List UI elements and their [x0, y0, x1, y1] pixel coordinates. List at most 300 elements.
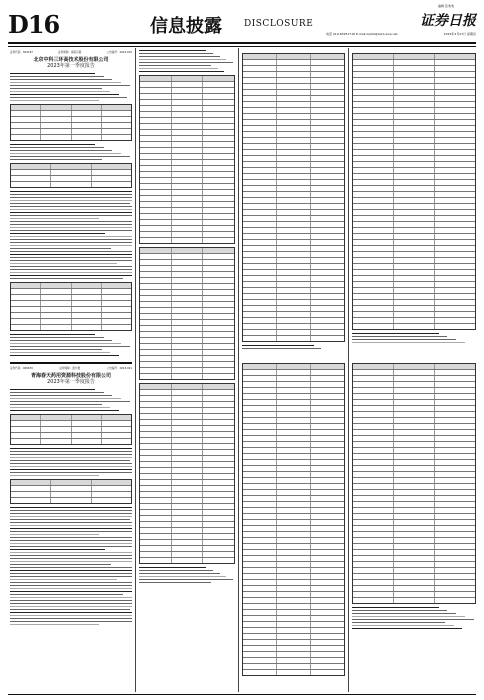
table-cell [311, 418, 344, 423]
table-cell [277, 430, 311, 435]
table-cell [353, 592, 394, 597]
table-cell [203, 350, 234, 355]
table-cell [172, 214, 204, 219]
table-cell [243, 598, 277, 603]
table-cell [311, 562, 344, 567]
table-cell [172, 498, 204, 503]
table-cell [172, 226, 204, 231]
table-cell [394, 574, 435, 579]
table-cell [203, 130, 234, 135]
table-cell [243, 180, 277, 185]
table-cell [277, 240, 311, 245]
table-cell [11, 307, 41, 312]
table-cell [243, 448, 277, 453]
table-cell [311, 508, 344, 513]
table-cell [353, 66, 394, 71]
table-cell [140, 278, 172, 283]
table-cell [353, 168, 394, 173]
data-table [242, 363, 345, 676]
table-cell [172, 142, 204, 147]
table-cell [140, 338, 172, 343]
text-line [10, 343, 121, 344]
table-cell [140, 498, 172, 503]
table-cell [353, 108, 394, 113]
table-cell [172, 528, 204, 533]
table-cell [243, 658, 277, 663]
text-line [10, 543, 132, 544]
table-cell [277, 490, 311, 495]
table-cell [435, 442, 475, 447]
column-1-lower [10, 366, 132, 692]
table-cell [203, 408, 234, 413]
table-cell [140, 208, 172, 213]
table-cell [435, 544, 475, 549]
table-cell [140, 142, 172, 147]
table-cell [203, 456, 234, 461]
table-cell [243, 478, 277, 483]
table-cell [92, 182, 131, 187]
text-line [10, 528, 132, 529]
table-cell [203, 184, 234, 189]
table-cell [203, 402, 234, 407]
table-cell [243, 520, 277, 525]
table-cell [11, 319, 41, 324]
table-cell [243, 400, 277, 405]
table-cell [172, 202, 204, 207]
table-cell [140, 522, 172, 527]
table-cell [243, 370, 277, 375]
table-cell [353, 376, 394, 381]
table-cell [311, 294, 344, 299]
table-cell [311, 472, 344, 477]
table-cell [277, 520, 311, 525]
text-line [10, 401, 130, 402]
table-cell [203, 332, 234, 337]
table-cell [311, 382, 344, 387]
table-cell [243, 216, 277, 221]
table-cell [41, 129, 71, 134]
table-cell [203, 326, 234, 331]
text-line [10, 582, 132, 583]
text-line [352, 622, 445, 623]
table-cell [311, 658, 344, 663]
text-line [10, 564, 111, 565]
table-cell [394, 568, 435, 573]
table-cell [311, 78, 344, 83]
text-line [10, 206, 132, 207]
table-cell [203, 516, 234, 521]
table-cell [394, 562, 435, 567]
financial-tables [242, 363, 345, 676]
table-cell [394, 72, 435, 77]
table-cell [243, 174, 277, 179]
table-cell [140, 368, 172, 373]
table-cell [394, 394, 435, 399]
table-cell [140, 414, 172, 419]
table-cell [243, 186, 277, 191]
table-cell [203, 82, 234, 87]
text-line [10, 156, 130, 157]
table-cell [311, 192, 344, 197]
table-cell [394, 532, 435, 537]
table-cell [72, 295, 102, 300]
table-cell [243, 138, 277, 143]
table-cell [140, 504, 172, 509]
text-line [139, 582, 211, 583]
table-cell [353, 90, 394, 95]
table-cell [435, 436, 475, 441]
table-cell [140, 196, 172, 201]
table-cell [140, 326, 172, 331]
table-cell [353, 234, 394, 239]
table-cell [243, 466, 277, 471]
text-line [10, 555, 132, 556]
table-cell [11, 123, 41, 128]
table-cell [353, 60, 394, 65]
table-cell [435, 466, 475, 471]
table-cell [172, 148, 204, 153]
table-cell [243, 192, 277, 197]
table-cell [203, 248, 234, 253]
table-cell [140, 308, 172, 313]
table-cell [311, 90, 344, 95]
table-cell [172, 130, 204, 135]
text-line [10, 407, 110, 408]
table-cell [203, 296, 234, 301]
table-cell [92, 498, 131, 503]
table-cell [394, 174, 435, 179]
table-cell [277, 370, 311, 375]
table-cell [243, 538, 277, 543]
table-cell [277, 312, 311, 317]
table-cell [394, 412, 435, 417]
table-cell [394, 108, 435, 113]
table-cell [311, 664, 344, 669]
column-2 [139, 50, 235, 690]
table-cell [435, 204, 475, 209]
table-cell [203, 136, 234, 141]
table-cell [394, 364, 435, 369]
table-cell [311, 84, 344, 89]
table-cell [277, 294, 311, 299]
table-cell [203, 118, 234, 123]
table-cell [203, 320, 234, 325]
text-line [10, 337, 104, 338]
table-cell [435, 168, 475, 173]
stock-abbr: 证券简称：海容冷链 [58, 51, 82, 54]
text-line [10, 340, 112, 341]
table-cell [172, 190, 204, 195]
table-cell [277, 622, 311, 627]
table-cell [277, 84, 311, 89]
table-cell [243, 652, 277, 657]
table-cell [243, 312, 277, 317]
table-cell [243, 532, 277, 537]
table-cell [172, 260, 204, 265]
text-line [139, 65, 211, 66]
table-cell [172, 456, 204, 461]
text-line [10, 91, 110, 92]
text-line [10, 516, 132, 517]
table-cell [203, 468, 234, 473]
table-cell [277, 330, 311, 335]
table-cell [311, 336, 344, 341]
text-line [10, 507, 132, 508]
table-cell [311, 264, 344, 269]
table-cell [277, 156, 311, 161]
table-cell [172, 350, 204, 355]
table-cell [435, 180, 475, 185]
table-cell [394, 550, 435, 555]
table-cell [243, 544, 277, 549]
table-cell [277, 282, 311, 287]
table-cell [72, 319, 102, 324]
text-line [10, 85, 130, 86]
table-cell [243, 436, 277, 441]
table-cell [172, 438, 204, 443]
table-cell [353, 580, 394, 585]
table-cell [140, 534, 172, 539]
table-cell [394, 586, 435, 591]
table-cell [277, 180, 311, 185]
table-cell [277, 186, 311, 191]
text-line [352, 339, 456, 340]
table-cell [243, 526, 277, 531]
table-cell [394, 484, 435, 489]
table-cell [435, 72, 475, 77]
table-cell [353, 598, 394, 603]
table-cell [203, 112, 234, 117]
text-line [139, 579, 233, 580]
table-cell [435, 318, 475, 323]
table-cell [353, 324, 394, 329]
table-cell [394, 538, 435, 543]
text-line [10, 621, 132, 622]
table-cell [11, 170, 51, 175]
table-cell [172, 296, 204, 301]
table-cell [72, 129, 102, 134]
table-cell [203, 142, 234, 147]
text-line [10, 609, 130, 610]
text-line [10, 352, 110, 353]
text-line [10, 475, 99, 476]
table-cell [311, 210, 344, 215]
table-cell [140, 314, 172, 319]
table-cell [394, 448, 435, 453]
table-cell [353, 132, 394, 137]
table-cell [243, 670, 277, 675]
text-line [10, 615, 132, 616]
table-cell [41, 295, 71, 300]
table-cell [277, 252, 311, 257]
text-line [10, 257, 132, 258]
table-cell [394, 436, 435, 441]
table-cell [243, 330, 277, 335]
table-cell [92, 170, 131, 175]
table-cell [435, 60, 475, 65]
table-cell [203, 362, 234, 367]
table-cell [102, 295, 131, 300]
table-cell [435, 400, 475, 405]
company-name: 青海春天药用资源科技股份有限公司 [30, 373, 111, 379]
table-cell [277, 538, 311, 543]
table-cell [277, 484, 311, 489]
table-cell [140, 344, 172, 349]
table-cell [140, 290, 172, 295]
table-cell [172, 444, 204, 449]
table-cell [277, 96, 311, 101]
table-cell [243, 90, 277, 95]
table-cell [311, 448, 344, 453]
table-cell [172, 552, 204, 557]
table-cell [172, 420, 204, 425]
text-line [352, 625, 454, 626]
text-line [10, 463, 132, 464]
table-cell [277, 258, 311, 263]
table-cell [311, 120, 344, 125]
table-cell [311, 574, 344, 579]
table-cell [172, 100, 204, 105]
table-cell [353, 276, 394, 281]
table-cell [435, 472, 475, 477]
table-cell [394, 258, 435, 263]
table-cell [353, 448, 394, 453]
table-cell [172, 320, 204, 325]
table-cell [243, 258, 277, 263]
table-cell [140, 396, 172, 401]
table-cell [435, 370, 475, 375]
table-cell [172, 408, 204, 413]
table-cell [435, 306, 475, 311]
table-cell [172, 474, 204, 479]
column-divider [135, 48, 136, 692]
table-row [11, 498, 131, 503]
text-line [10, 472, 132, 473]
text-line [10, 591, 132, 592]
table-cell [203, 214, 234, 219]
table-cell [394, 442, 435, 447]
table-cell [41, 433, 71, 438]
table-cell [353, 282, 394, 287]
text-line [10, 272, 132, 273]
table-cell [394, 306, 435, 311]
company-name: 北京中科三环高技术股份有限公司 [33, 57, 109, 63]
financial-tables [139, 50, 235, 583]
table-cell [140, 154, 172, 159]
table-cell [102, 129, 131, 134]
table-cell [243, 472, 277, 477]
table-cell [277, 400, 311, 405]
table-cell [435, 412, 475, 417]
table-cell [394, 252, 435, 257]
header-rule-thin [8, 46, 476, 47]
table-cell [353, 364, 394, 369]
table-cell [140, 284, 172, 289]
table-cell [277, 532, 311, 537]
table-cell [41, 117, 71, 122]
table-cell [140, 468, 172, 473]
report-title: 2023年第一季度报告 [47, 379, 95, 385]
table-cell [277, 204, 311, 209]
table-cell [51, 492, 91, 497]
table-cell [140, 438, 172, 443]
table-cell [172, 160, 204, 165]
table-cell [311, 198, 344, 203]
table-cell [243, 150, 277, 155]
table-cell [435, 478, 475, 483]
table-cell [11, 498, 51, 503]
table-cell [51, 170, 91, 175]
text-line [10, 88, 102, 89]
table-cell [353, 406, 394, 411]
table-cell [72, 433, 102, 438]
table-cell [172, 356, 204, 361]
table-cell [203, 172, 234, 177]
table-cell [140, 112, 172, 117]
table-cell [311, 496, 344, 501]
table-cell [140, 374, 172, 379]
table-cell [353, 72, 394, 77]
table-cell [277, 324, 311, 329]
text-line [10, 76, 104, 77]
text-line [10, 248, 111, 249]
table-cell [311, 616, 344, 621]
table-cell [140, 172, 172, 177]
table-cell [203, 272, 234, 277]
text-line [10, 552, 132, 553]
table-cell [311, 180, 344, 185]
table-cell [203, 558, 234, 563]
text-line [10, 275, 132, 276]
text-line [10, 573, 132, 574]
table-cell [11, 283, 41, 288]
table-cell [243, 282, 277, 287]
table-cell [243, 54, 277, 59]
table-cell [203, 88, 234, 93]
table-cell [435, 448, 475, 453]
table-cell [203, 260, 234, 265]
notice-separator [10, 362, 132, 364]
table-cell [51, 480, 91, 485]
table-cell [203, 396, 234, 401]
table-cell [243, 288, 277, 293]
table-cell [353, 222, 394, 227]
table-cell [203, 100, 234, 105]
table-cell [311, 312, 344, 317]
text-line [139, 573, 220, 574]
table-cell [353, 150, 394, 155]
table-cell [203, 450, 234, 455]
table-cell [353, 186, 394, 191]
financial-tables [352, 363, 476, 629]
table-cell [311, 66, 344, 71]
table-cell [172, 558, 204, 563]
table-cell [353, 490, 394, 495]
table-cell [435, 514, 475, 519]
table-cell [311, 580, 344, 585]
table-cell [243, 60, 277, 65]
table-cell [277, 216, 311, 221]
table-cell [11, 111, 41, 116]
text-line [10, 194, 132, 195]
table-cell [11, 325, 41, 330]
table-cell [277, 246, 311, 251]
table-cell [172, 486, 204, 491]
table-cell [243, 412, 277, 417]
text-line [10, 451, 132, 452]
table-cell [11, 427, 41, 432]
table-cell [172, 546, 204, 551]
